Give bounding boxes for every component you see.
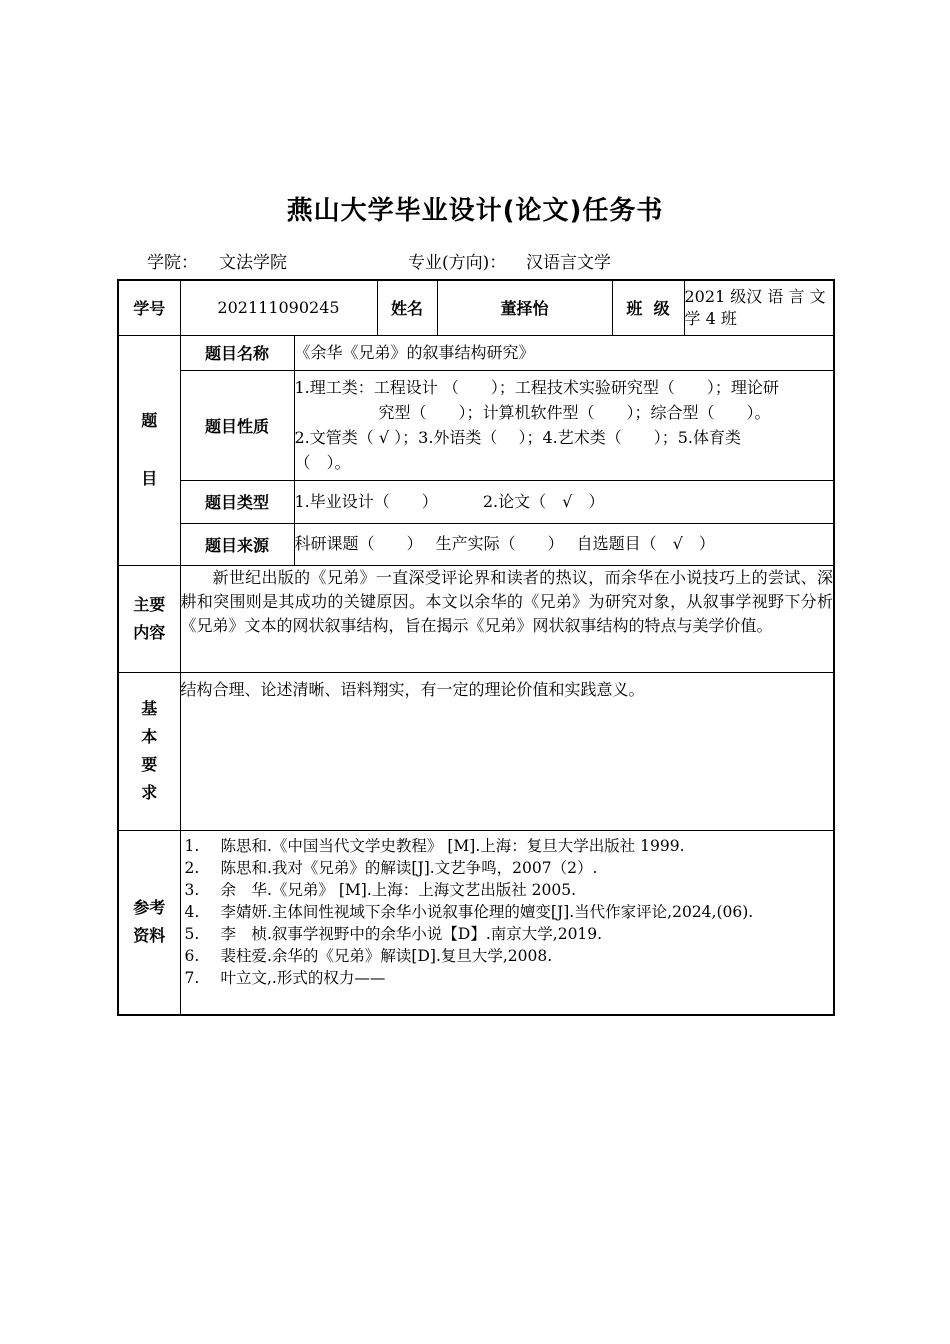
info-row [118,280,834,335]
reference-item [185,835,830,857]
reference-text: 李婧妍.主体间性视域下余华小说叙事伦理的嬗变[J].当代作家评论,2024,(06). [220,902,754,921]
requirements-row [118,672,834,830]
reference-item [185,901,830,923]
student-id-label: 学号 [118,280,180,335]
references-cell [180,830,834,1015]
topic-source-row [118,523,834,565]
topic-nature-row [118,370,834,480]
topic-nature-label: 题目性质 [180,370,294,480]
ref-label-line-2: 资料 [133,926,166,946]
reference-item [185,879,830,901]
ref-label-line-1: 参考 [133,898,166,918]
student-name-value: 董择怡 [437,280,612,335]
content-label [118,565,180,672]
references-list [181,831,834,993]
major-label: 专业(方向)： [408,253,507,273]
references-row [118,830,834,1015]
reference-text: 陈思和.《中国当代文学史教程》 [M].上海：复旦大学出版社 1999. [220,836,685,855]
college-label: 学院： [147,253,198,273]
topic-name-value: 《余华《兄弟》的叙事结构研究》 [294,335,834,370]
references-label [118,830,180,1015]
student-id-value: 202111090245 [180,280,377,335]
nature-line-3: 2.文管类（ √ ）；3.外语类（ ）；4.艺术类（ ）；5.体育类 [294,428,742,447]
reference-item [185,923,830,945]
requirements-text: 结构合理、论述清晰、语料翔实，有一定的理论价值和实践意义。 [180,672,834,830]
nature-line-2: 究型（ ）；计算机软件型（ ）；综合型（ ）。 [378,403,771,422]
class-label: 班 级 [612,280,684,335]
student-name-label: 姓名 [377,280,437,335]
content-label-line-1: 主要 [133,594,166,614]
topic-type-label: 题目类型 [180,480,294,523]
reference-text: 裴柱爱.余华的《兄弟》解读[D].复旦大学,2008. [220,946,553,965]
reference-number: 6. [184,946,200,965]
reference-number: 5. [184,924,200,943]
reference-number: 3. [184,880,200,899]
reference-number: 2. [184,858,200,877]
req-label-char-2: 本 [141,727,158,746]
topic-section-label [118,335,180,565]
college-value: 文法学院 [219,253,287,273]
req-label-char-1: 基 [141,699,158,718]
topic-label-char-2: 目 [141,469,158,488]
header-line [0,248,950,274]
reference-text: 李 桢.叙事学视野中的余华小说【D】.南京大学,2019. [220,924,603,943]
topic-type-row [118,480,834,523]
reference-item [185,945,830,967]
reference-text: 余 华.《兄弟》 [M].上海：上海文艺出版社 2005. [220,880,577,899]
reference-text: 叶立文,.形式的权力—— [220,968,386,987]
reference-text: 陈思和.我对《兄弟》的解读[J].文艺争鸣，2007（2）. [220,858,598,877]
reference-number: 4. [184,902,200,921]
content-label-line-2: 内容 [133,622,166,642]
task-table [117,279,835,1016]
reference-item [185,857,830,879]
content-text: 新世纪出版的《兄弟》一直深受评论界和读者的热议，而余华在小说技巧上的尝试、深耕和突围则是其成功的关键原因。本文以余华的《兄弟》为研究对象，从叙事学视野下分析《兄弟》文本的网状叙事结构，旨在揭示《兄弟》网状叙事结构的特点与美学价值。 [180,565,834,672]
class-value: 2021 级汉 语 言 文学 4 班 [684,280,834,335]
req-label-char-4: 求 [141,783,158,802]
document-title: 燕山大学毕业设计(论文)任务书 [286,196,664,226]
reference-number: 1. [184,836,200,855]
content-row [118,565,834,672]
topic-name-row [118,335,834,370]
req-label-char-3: 要 [141,755,158,774]
topic-source-label: 题目来源 [180,523,294,565]
reference-number: 7. [184,968,200,987]
topic-name-label: 题目名称 [180,335,294,370]
topic-label-char-1: 题 [141,411,158,430]
nature-line-4: （ ）。 [294,453,351,472]
nature-line-1: 1.理工类：工程设计 （ ）；工程技术实验研究型（ ）；理论研 [294,378,779,397]
topic-source-value: 科研课题（ ） 生产实际（ ） 自选题目（ √ ） [294,523,834,565]
requirements-label [118,672,180,830]
topic-nature-value [294,370,834,480]
major-value: 汉语言文学 [526,253,611,273]
topic-type-value: 1.毕业设计（ ） 2.论文（ √ ） [294,480,834,523]
reference-item [185,967,830,989]
